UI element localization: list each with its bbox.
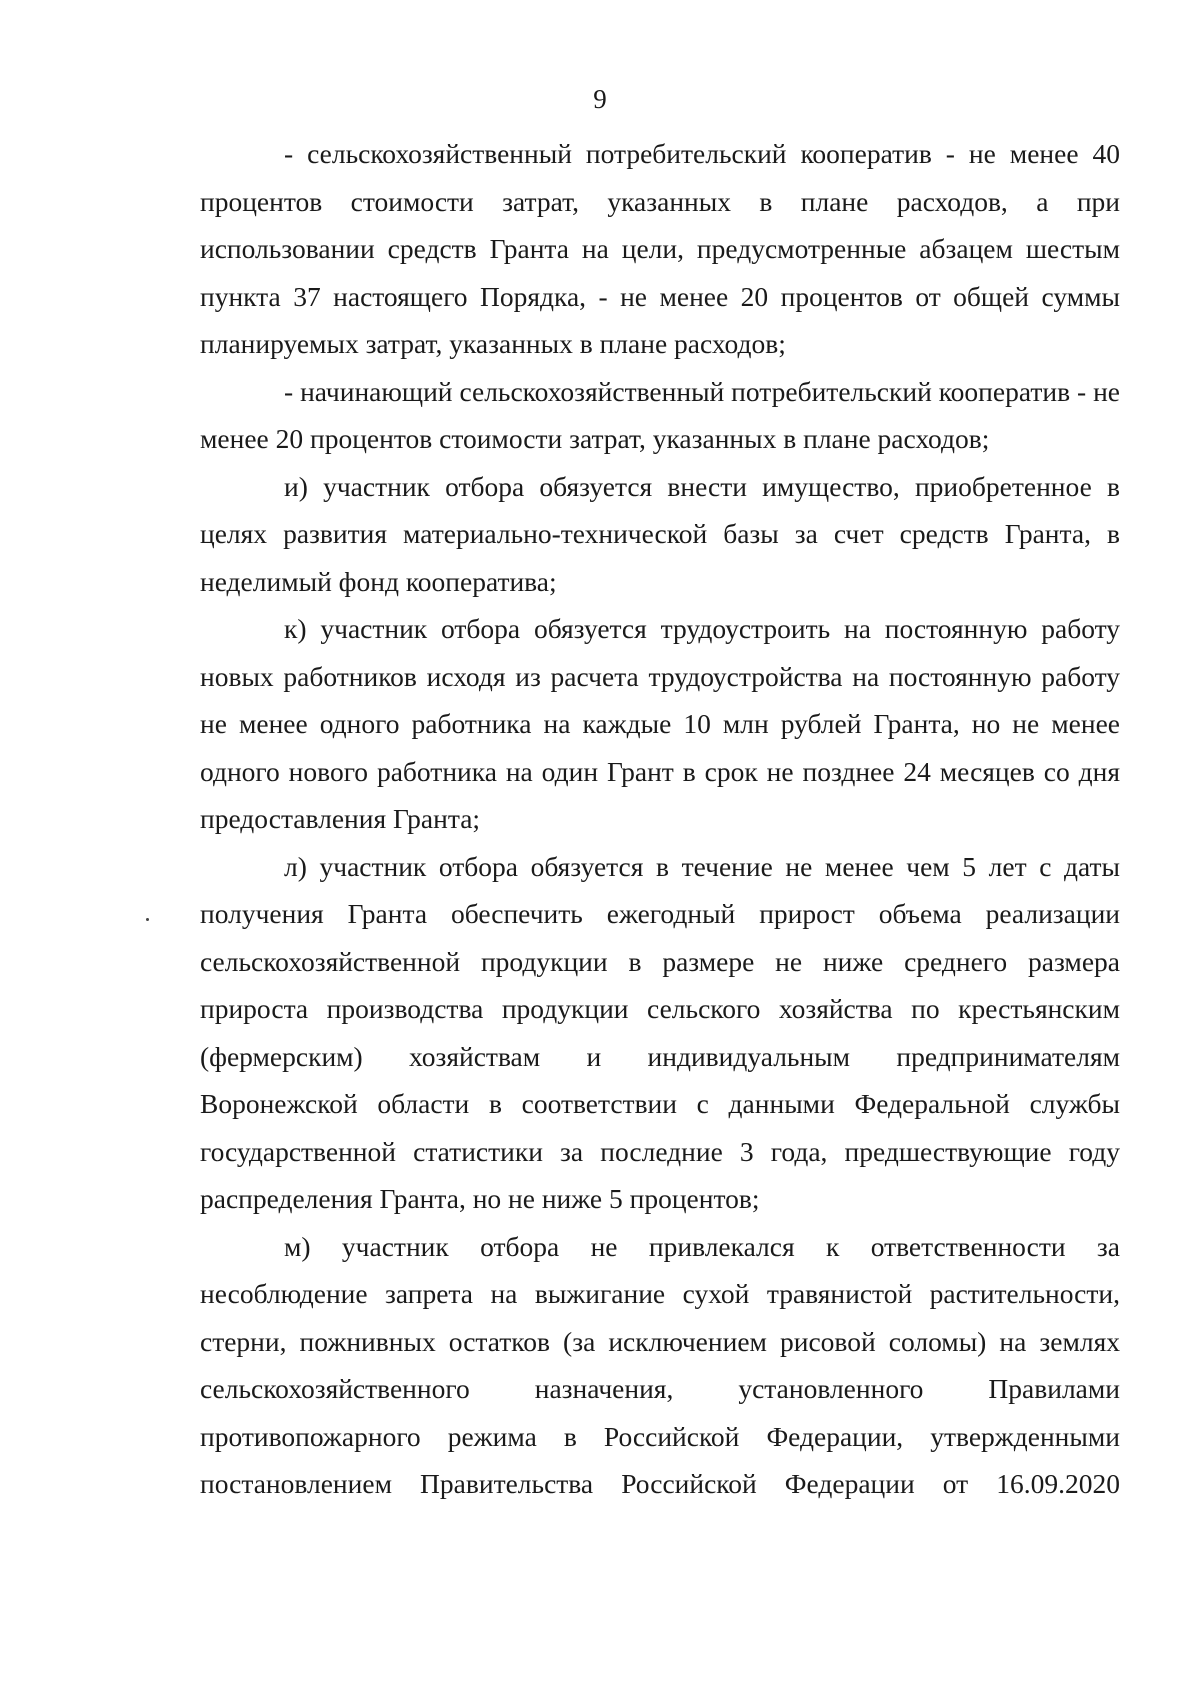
paragraph-item-l: л) участник отбора обязуется в течение не менее чем 5 лет с даты получения Гранта обеспечить ежегодный прирост объема реализации сельскохозяйственной продукции в размере не ниже среднего размера прироста производства продукции сельского хозяйства по крестьянским (фермерским) хозяйствам и индивидуальным предпринимателям Воронежской области в соответствии с данными Федеральной службы государственной статистики за последние 3 года, предшествующие году распределения Гранта, но не ниже 5 процентов; [200,850,1120,1214]
paragraph-item-i: и) участник отбора обязуется внести имущество, приобретенное в целях развития материально-технической базы за счет средств Гранта, в неделимый фонд кооператива; [200,470,1120,597]
paragraph-cooperative-share: - сельскохозяйственный потребительский кооператив - не менее 40 процентов стоимости затрат, указанных в плане расходов, а при использовании средств Гранта на цели, предусмотренные абзацем шестым пункта 37 настоящего Порядка, - не менее 20 процентов от общей суммы планируемых затрат, указанных в плане расходов; [200,138,1120,359]
paragraph-item-k: к) участник отбора обязуется трудоустроить на постоянную работу новых работников исходя из расчета трудоустройства на постоянную работу не менее одного работника на каждые 10 млн рублей Гранта, но не менее одного нового работника на один Грант в срок не позднее 24 месяцев со дня предоставления Гранта; [200,613,1120,834]
scan-speck [146,918,149,921]
document-body [200,130,1120,1508]
paragraph-new-cooperative-share: - начинающий сельскохозяйственный потребительский кооператив - не менее 20 процентов стоимости затрат, указанных в плане расходов; [200,375,1120,454]
page-number: 9 [593,84,607,114]
paragraph-item-m: м) участник отбора не привлекался к ответственности за несоблюдение запрета на выжигание сухой травянистой растительности, стерни, пожнивных остатков (за исключением рисовой соломы) на землях сельскохозяйственного назначения, установленного Правилами противопожарного режима в Российской Федерации, утвержденными постановлением Правительства Российской Федерации от 16.09.2020 [200,1230,1120,1499]
